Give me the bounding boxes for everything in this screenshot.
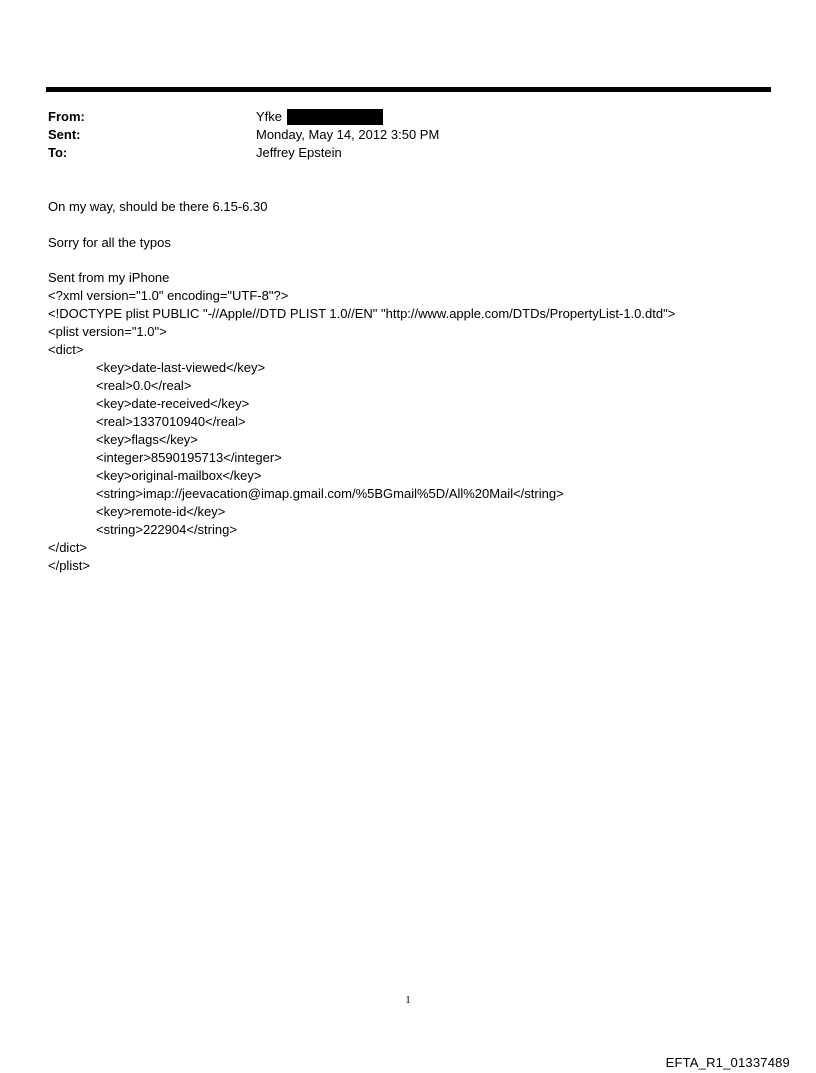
sender-name: Yfke [256,109,283,124]
plist-entry: <key>original-mailbox</key> [96,468,262,483]
header-divider [46,87,771,92]
message-line-2: Sorry for all the typos [48,235,171,250]
message-line-1: On my way, should be there 6.15-6.30 [48,199,268,214]
plist-entry: <key>date-received</key> [96,396,250,411]
page-number: 1 [405,994,411,1006]
plist-entry: <real>0.0</real> [96,378,192,393]
plist-entry: <key>date-last-viewed</key> [96,360,266,375]
document-id: EFTA_R1_01337489 [665,1055,790,1070]
sent-label: Sent: [48,127,81,142]
to-value: Jeffrey Epstein [256,145,342,160]
sent-row [48,126,748,144]
from-value [256,108,383,126]
plist-open-tag: <plist version="1.0"> [48,324,167,339]
dict-open-tag: <dict> [48,342,84,357]
plist-xml-declaration: <?xml version="1.0" encoding="UTF-8"?> [48,288,289,303]
to-row [48,144,748,162]
dict-close-tag: </dict> [48,540,88,555]
from-label: From: [48,109,85,124]
plist-entry: <integer>8590195713</integer> [96,450,282,465]
plist-entry: <real>1337010940</real> [96,414,246,429]
redaction-block [287,109,383,125]
plist-entry: <string>222904</string> [96,522,237,537]
to-label: To: [48,145,68,160]
plist-close-tag: </plist> [48,558,90,573]
plist-entry: <key>remote-id</key> [96,504,226,519]
plist-doctype: <!DOCTYPE plist PUBLIC "-//Apple//DTD PLIST 1.0//EN" "http://www.apple.com/DTDs/PropertyList-1.0.dtd"> [48,306,676,321]
message-signature: Sent from my iPhone [48,270,170,285]
plist-entry: <string>imap://jeevacation@imap.gmail.com/%5BGmail%5D/All%20Mail</string> [96,486,564,501]
sent-value: Monday, May 14, 2012 3:50 PM [256,127,440,142]
plist-entry: <key>flags</key> [96,432,198,447]
from-row [48,108,748,126]
